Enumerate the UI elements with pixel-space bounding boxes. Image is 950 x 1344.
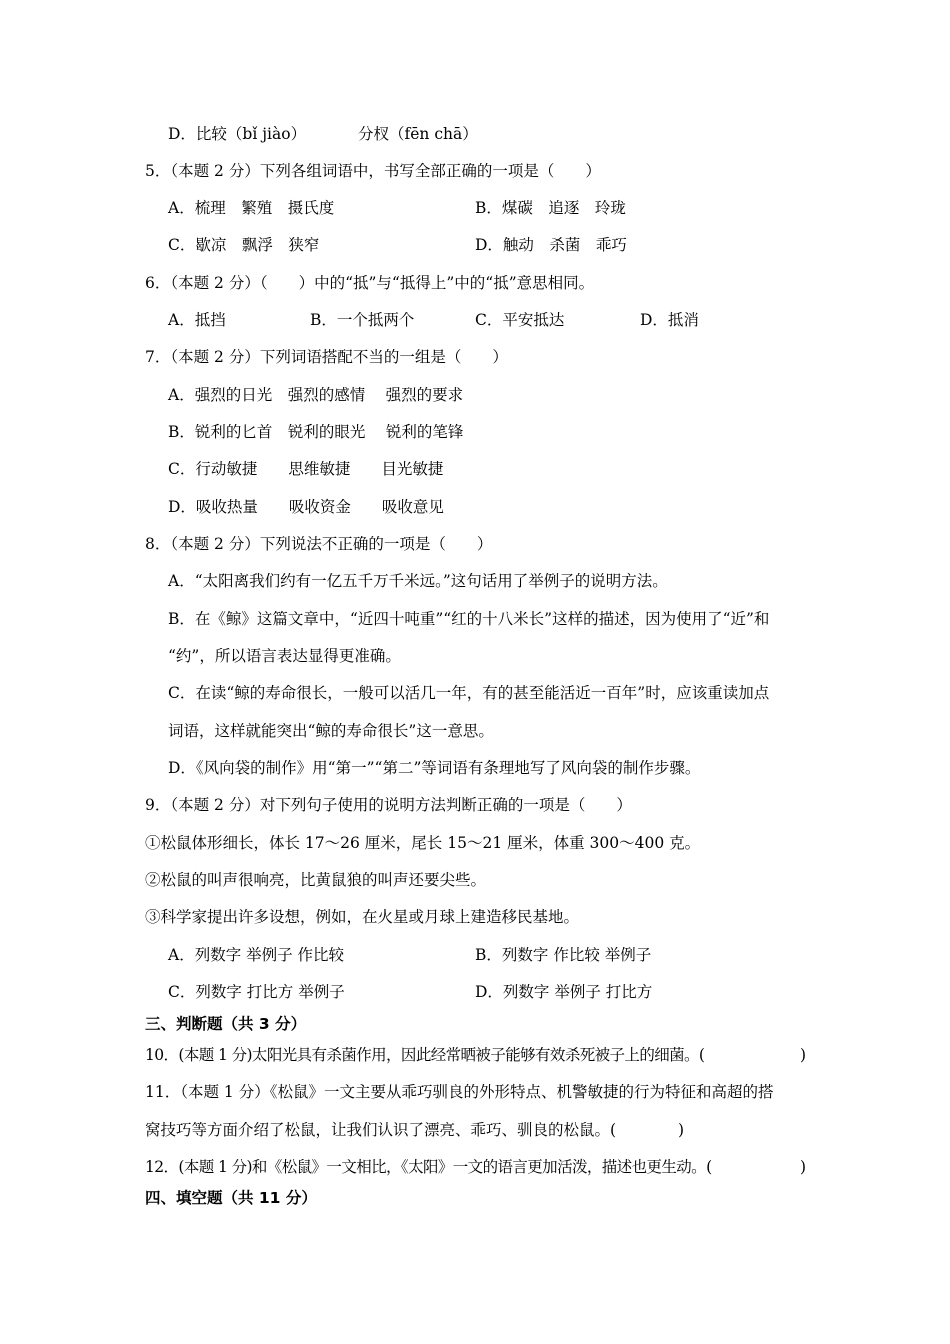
q10-close: ) [800, 1046, 807, 1064]
q6-stem: 6．（本题 2 分）（ ）中的“抵”与“抵得上”中的“抵”意思相同。 [145, 274, 595, 292]
q12-close: ) [800, 1158, 807, 1176]
q7-option-b: B．锐利的匕首 锐利的眼光 锐利的笔锋 [168, 423, 464, 441]
q6-option-c: C．平安抵达 [475, 311, 565, 329]
q4-option-d-left: D．比较（bǐ jiào） [168, 125, 307, 143]
q9-option-d: D．列数字 举例子 打比方 [475, 983, 653, 1001]
q6-option-b: B．一个抵两个 [310, 311, 415, 329]
q8-option-a: A．“太阳离我们约有一亿五千万千米远。”这句话用了举例子的说明方法。 [168, 572, 668, 590]
q11-line2: 窝技巧等方面介绍了松鼠，让我们认识了漂亮、乖巧、驯良的松鼠。( ) [145, 1121, 685, 1139]
section-4-title: 四、填空题（共 11 分） [145, 1189, 317, 1207]
q8-option-c-line2: 词语，这样就能突出“鲸的寿命很长”这一意思。 [168, 722, 494, 740]
q9-option-c: C．列数字 打比方 举例子 [168, 983, 345, 1001]
q9-option-a: A．列数字 举例子 作比较 [168, 946, 345, 964]
q8-option-b-line2: “约”，所以语言表达显得更准确。 [168, 647, 401, 665]
q9-stem: 9．（本题 2 分）对下列句子使用的说明方法判断正确的一项是（ ） [145, 796, 632, 814]
q10-text: 10．(本题 1 分)太阳光具有杀菌作用，因此经常晒被子能够有效杀死被子上的细菌。( [145, 1046, 705, 1064]
q9-option-b: B．列数字 作比较 举例子 [475, 946, 652, 964]
q5-option-b: B．煤碳 追逐 玲珑 [475, 199, 626, 217]
q8-option-b-line1: B．在《鲸》这篇文章中，“近四十吨重”“红的十八米长”这样的描述，因为使用了“近”和 [168, 610, 770, 628]
q8-option-c-line1: C．在读“鲸的寿命很长，一般可以活几一年，有的甚至能活近一百年”时，应该重读加点 [168, 684, 770, 702]
q5-option-a: A．梳理 繁殖 摄氏度 [168, 199, 335, 217]
q7-option-a: A．强烈的日光 强烈的感情 强烈的要求 [168, 386, 464, 404]
section-3-title: 三、判断题（共 3 分） [145, 1015, 307, 1033]
q6-option-a: A．抵挡 [168, 311, 226, 329]
q7-stem: 7．（本题 2 分）下列词语搭配不当的一组是（ ） [145, 348, 508, 366]
q6-option-d: D．抵消 [640, 311, 699, 329]
q8-option-d: D．《风向袋的制作》用“第一”“第二”等词语有条理地写了风向袋的制作步骤。 [168, 759, 701, 777]
q7-option-c: C．行动敏捷 思维敏捷 目光敏捷 [168, 460, 444, 478]
q12-text: 12．(本题 1 分)和《松鼠》一文相比，《太阳》一文的语言更加活泼，描述也更生动。( [145, 1158, 712, 1176]
q5-option-c: C．歇凉 飘浮 狭窄 [168, 236, 320, 254]
q8-stem: 8．（本题 2 分）下列说法不正确的一项是（ ） [145, 535, 493, 553]
q4-option-d-right: 分杈（fēn chā） [358, 125, 478, 143]
q5-stem: 5．（本题 2 分）下列各组词语中，书写全部正确的一项是（ ） [145, 162, 601, 180]
q7-option-d: D．吸收热量 吸收资金 吸收意见 [168, 498, 444, 516]
q9-sentence-3: ③科学家提出许多设想，例如，在火星或月球上建造移民基地。 [145, 908, 580, 926]
q11-line1: 11．（本题 1 分）《松鼠》一文主要从乖巧驯良的外形特点、机警敏捷的行为特征和高超的搭 [145, 1083, 774, 1101]
q9-sentence-2: ②松鼠的叫声很响亮，比黄鼠狼的叫声还要尖些。 [145, 871, 487, 889]
q5-option-d: D．触动 杀菌 乖巧 [475, 236, 627, 254]
q9-sentence-1: ①松鼠体形细长，体长 17～26 厘米，尾长 15～21 厘米，体重 300～400 克。 [145, 834, 701, 852]
